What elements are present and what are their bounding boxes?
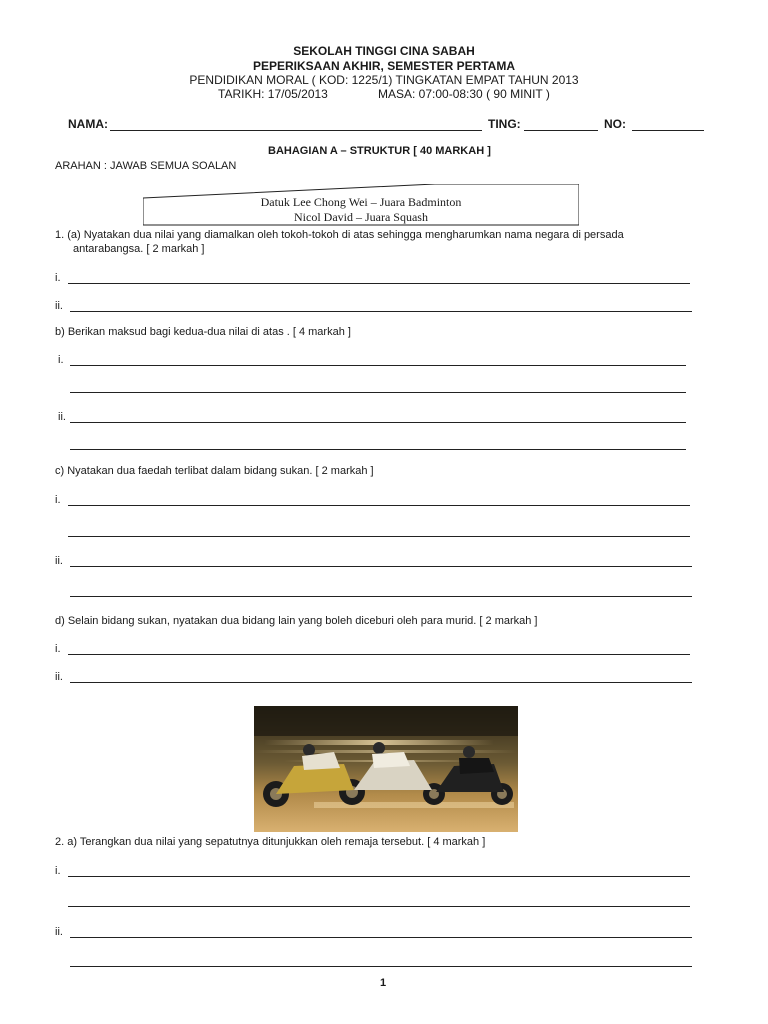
q1a-text-line1: 1. (a) Nyatakan dua nilai yang diamalkan oleh tokoh-tokoh di atas sehingga mengharumkan nama negara di persada <box>55 229 624 241</box>
q1b-answer-ii-line1[interactable] <box>70 422 686 423</box>
q1d-label-ii: ii. <box>55 671 63 683</box>
q1d-text: d) Selain bidang sukan, nyatakan dua bidang lain yang boleh diceburi oleh para murid. [ 2 markah ] <box>55 615 538 627</box>
q2a-label-i: i. <box>55 865 61 877</box>
school-name: SEKOLAH TINGGI CINA SABAH <box>293 44 475 58</box>
q1a-answer-ii[interactable] <box>70 311 692 312</box>
exam-time: MASA: 07:00-08:30 ( 90 MINIT ) <box>378 87 550 101</box>
q1b-answer-i-line1[interactable] <box>70 365 686 366</box>
callout-line-1: Datuk Lee Chong Wei – Juara Badminton <box>260 195 462 209</box>
motorcycle-racing-photo <box>254 706 518 832</box>
name-field[interactable] <box>110 130 482 131</box>
no-label: NO: <box>604 117 626 131</box>
q1c-answer-i-line1[interactable] <box>68 505 690 506</box>
q1b-label-i: i. <box>58 354 64 366</box>
section-title: BAHAGIAN A – STRUKTUR [ 40 MARKAH ] <box>268 145 491 157</box>
q1c-text: c) Nyatakan dua faedah terlibat dalam bidang sukan. [ 2 markah ] <box>55 465 374 477</box>
q1b-answer-i-line2[interactable] <box>70 392 686 393</box>
q1a-text-line2: antarabangsa. [ 2 markah ] <box>73 243 205 255</box>
q2a-answer-i-line2[interactable] <box>68 906 690 907</box>
q2a-answer-ii-line2[interactable] <box>70 966 692 967</box>
q2a-text: 2. a) Terangkan dua nilai yang sepatutnya ditunjukkan oleh remaja tersebut. [ 4 markah ] <box>55 836 486 848</box>
q1a-label-i: i. <box>55 272 61 284</box>
q1d-answer-ii[interactable] <box>70 682 692 683</box>
q1d-answer-i[interactable] <box>68 654 690 655</box>
q1b-text: b) Berikan maksud bagi kedua-dua nilai di atas . [ 4 markah ] <box>55 326 351 338</box>
q1c-answer-i-line2[interactable] <box>68 536 690 537</box>
q2a-label-ii: ii. <box>55 926 63 938</box>
name-label: NAMA: <box>68 117 108 131</box>
page-number: 1 <box>380 977 387 989</box>
callout-box <box>143 184 579 226</box>
q2a-answer-ii-line1[interactable] <box>70 937 692 938</box>
q1b-label-ii: ii. <box>58 411 66 423</box>
q1c-label-ii: ii. <box>55 555 63 567</box>
q1c-answer-ii-line2[interactable] <box>70 596 692 597</box>
q1b-answer-ii-line2[interactable] <box>70 449 686 450</box>
class-field[interactable] <box>524 130 598 131</box>
q1c-label-i: i. <box>55 494 61 506</box>
q1a-label-ii: ii. <box>55 300 63 312</box>
exam-title: PEPERIKSAAN AKHIR, SEMESTER PERTAMA <box>252 59 516 73</box>
subject-title: PENDIDIKAN MORAL ( KOD: 1225/1) TINGKATAN EMPAT TAHUN 2013 <box>189 73 579 87</box>
section-instruction: ARAHAN : JAWAB SEMUA SOALAN <box>55 160 237 172</box>
q1c-answer-ii-line1[interactable] <box>70 566 692 567</box>
no-field[interactable] <box>632 130 704 131</box>
q1a-answer-i[interactable] <box>68 283 690 284</box>
class-label: TING: <box>488 117 521 131</box>
q2a-answer-i-line1[interactable] <box>68 876 690 877</box>
exam-date: TARIKH: 17/05/2013 <box>218 87 328 101</box>
callout-line-2: Nicol David – Juara Squash <box>294 210 428 224</box>
q1d-label-i: i. <box>55 643 61 655</box>
